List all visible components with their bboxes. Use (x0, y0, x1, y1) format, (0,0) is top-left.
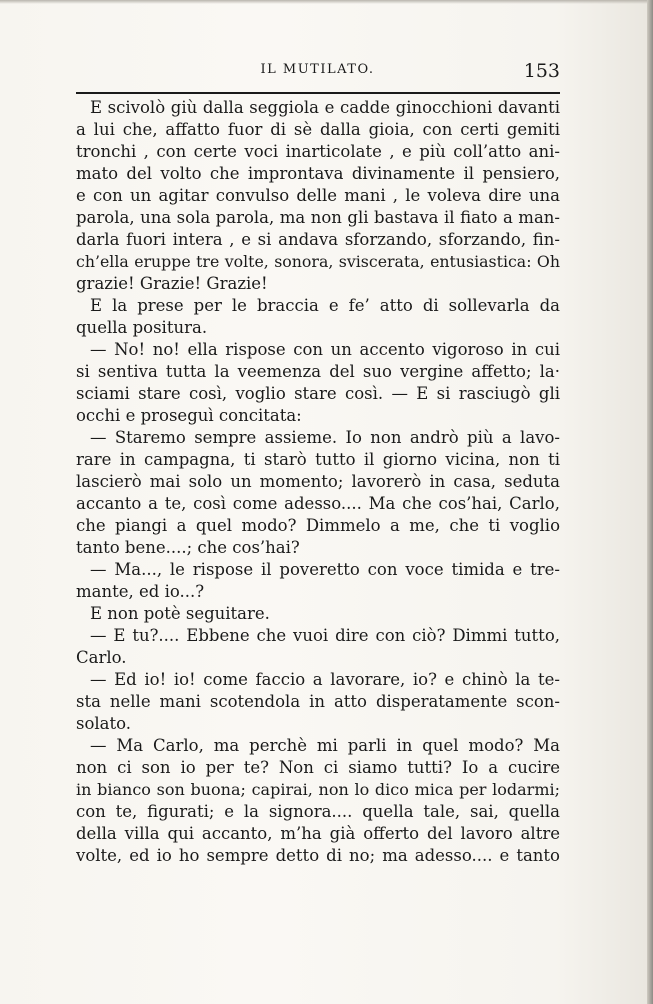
text-line: volte, ed io ho sempre detto di no; ma adesso.... e tanto (76, 846, 560, 865)
page-number: 153 (523, 60, 560, 82)
text-line: occhi e proseguì concitata: (76, 406, 302, 425)
running-title: IL MUTILATO. (260, 62, 375, 77)
text-line: sciami stare così, voglio stare così. — E si rasciugò gli (76, 384, 560, 403)
text-line: solato. (76, 714, 132, 733)
text-line: ch’ella eruppe tre volte, sonora, sviscerata, entusiastica: Oh (76, 252, 560, 271)
text-line: mato del volto che improntava divinamente il pensiero, (76, 164, 560, 183)
text-line: E non potè seguitare. (90, 604, 270, 623)
text-line: — No! no! ella rispose con un accento vigoroso in cui (90, 340, 560, 359)
body-text (76, 97, 560, 867)
text-line: E la prese per le braccia e fe’ atto di sollevarla da (90, 296, 560, 315)
text-line: tanto bene....; che cos’hai? (76, 538, 300, 557)
text-line: sta nelle mani scotendola in atto disperatamente scon- (76, 692, 560, 711)
text-line: Carlo. (76, 648, 127, 667)
text-line: non ci son io per te? Non ci siamo tutti? Io a cucire (76, 758, 560, 777)
text-line: e con un agitar convulso delle mani , le voleva dire una (76, 186, 560, 205)
text-line: mante, ed io...? (76, 582, 205, 601)
text-line: — E tu?.... Ebbene che vuoi dire con ciò? Dimmi tutto, (90, 626, 560, 645)
text-line: della villa qui accanto, m’ha già offerto del lavoro altre (76, 824, 560, 843)
text-line: rare in campagna, ti starò tutto il giorno vicina, non ti (76, 450, 560, 469)
text-line: accanto a te, così come adesso.... Ma che cos’hai, Carlo, (76, 494, 560, 513)
text-line: — Ed io! io! come faccio a lavorare, io? e chinò la te- (90, 670, 560, 689)
header-rule (76, 92, 560, 94)
text-line: lascierò mai solo un momento; lavorerò in casa, seduta (76, 472, 560, 491)
text-line: parola, una sola parola, ma non gli bastava il fiato a man- (76, 208, 560, 227)
text-line: quella positura. (76, 318, 208, 337)
text-line: si sentiva tutta la veemenza del suo vergine affetto; la· (76, 362, 560, 381)
text-line: in bianco son buona; capirai, non lo dico mica per lodarmi; (76, 780, 560, 799)
text-line: E scivolò giù dalla seggiola e cadde ginocchioni davanti (90, 98, 560, 117)
text-line: grazie! Grazie! Grazie! (76, 274, 268, 293)
page-header (75, 60, 560, 90)
text-line: che piangi a quel modo? Dimmelo a me, che ti voglio (76, 516, 560, 535)
page-binding-shadow (647, 0, 653, 1004)
text-line: — Ma..., le rispose il poveretto con voce timida e tre- (90, 560, 560, 579)
text-line: — Ma Carlo, ma perchè mi parli in quel modo? Ma (90, 736, 560, 755)
text-line: tronchi , con certe voci inarticolate , e più coll’atto ani- (76, 142, 560, 161)
text-line: a lui che, affatto fuor di sè dalla gioia, con certi gemiti (76, 120, 560, 139)
text-line: darla fuori intera , e si andava sforzando, sforzando, fin- (76, 230, 560, 249)
text-line: con te, figurati; e la signora.... quella tale, sai, quella (76, 802, 560, 821)
text-line: — Staremo sempre assieme. Io non andrò più a lavo- (90, 428, 560, 447)
page-top-shadow (0, 0, 653, 4)
